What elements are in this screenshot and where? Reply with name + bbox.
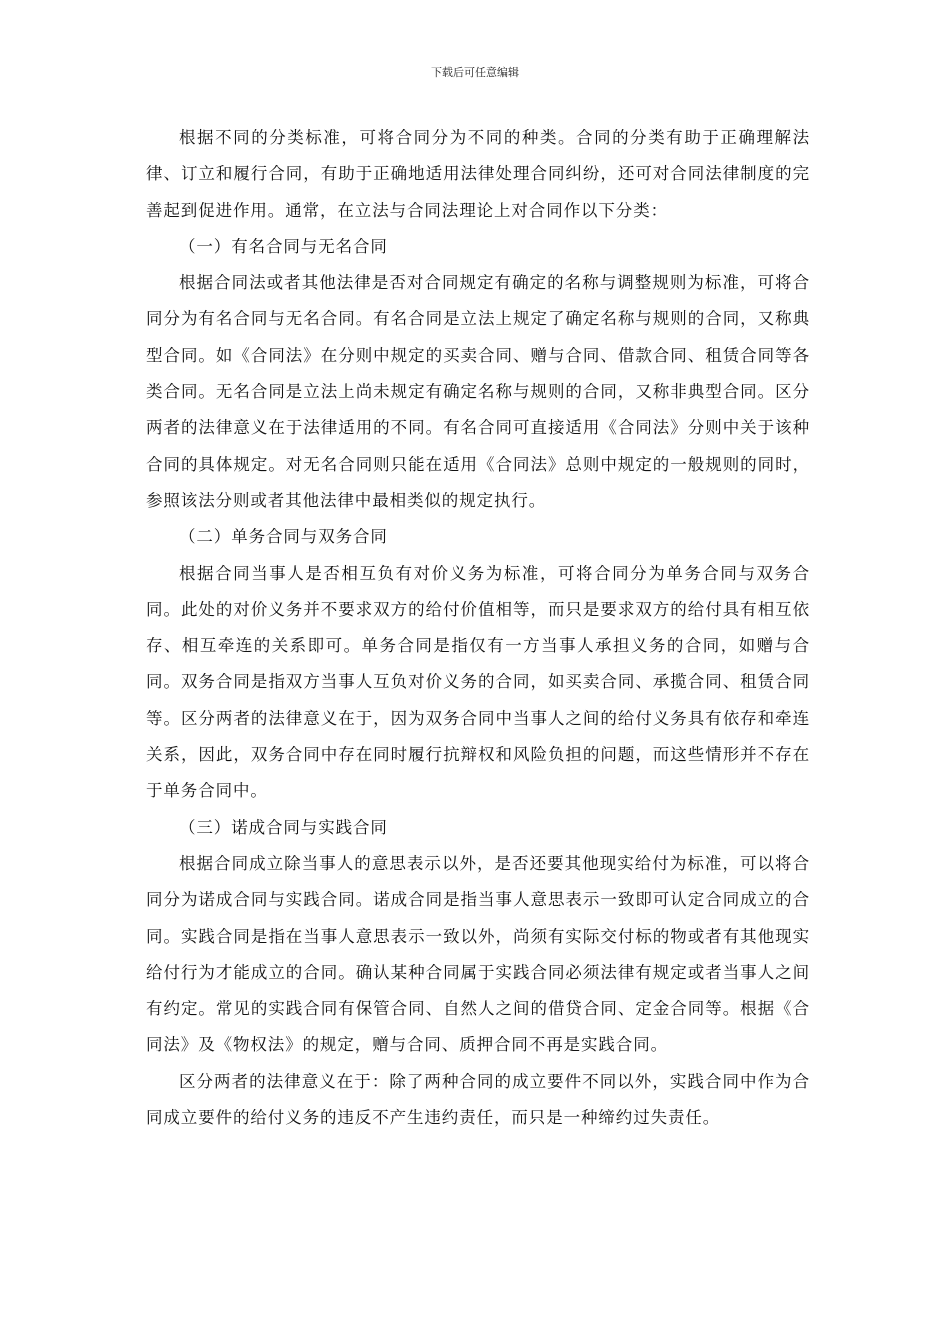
section-paragraph-consensual-real: 根据合同成立除当事人的意思表示以外，是否还要其他现实给付为标准，可以将合同分为诺成合同与实践合同。诺成合同是指当事人意思表示一致即可认定合同成立的合同。实践合同是指在当事人意思表示一致以外，尚须有实际交付标的物或者有其他现实给付行为才能成立的合同。确认某种合同属于实践合同必须法律有规定或者当事人之间有约定。常见的实践合同有保管合同、自然人之间的借贷合同、定金合同等。根据《合同法》及《物权法》的规定，赠与合同、质押合同不再是实践合同。 (146, 853, 810, 1055)
section-paragraph-unilateral-bilateral: 根据合同当事人是否相互负有对价义务为标准，可将合同分为单务合同与双务合同。此处的对价义务并不要求双方的给付价值相等，而只是要求双方的给付具有相互依存、相互牵连的关系即可。单务合同是指仅有一方当事人承担义务的合同，如赠与合同。双务合同是指双方当事人互负对价义务的合同，如买卖合同、承揽合同、租赁合同等。区分两者的法律意义在于，因为双务合同中当事人之间的给付义务具有依存和牵连关系，因此，双务合同中存在同时履行抗辩权和风险负担的问题，而这些情形并不存在于单务合同中。 (146, 563, 810, 801)
section-heading-named-contracts: （一）有名合同与无名合同 (179, 236, 388, 256)
document-body (146, 120, 810, 1136)
page-header-note: 下载后可任意编辑 (431, 66, 519, 79)
section-heading-consensual-real: （三）诺成合同与实践合同 (179, 817, 388, 837)
section-paragraph-named-contracts: 根据合同法或者其他法律是否对合同规定有确定的名称与调整规则为标准，可将合同分为有名合同与无名合同。有名合同是立法上规定了确定名称与规则的合同，又称典型合同。如《合同法》在分则中规定的买卖合同、赠与合同、借款合同、租赁合同等各类合同。无名合同是立法上尚未规定有确定名称与规则的合同，又称非典型合同。区分两者的法律意义在于法律适用的不同。有名合同可直接适用《合同法》分则中关于该种合同的具体规定。对无名合同则只能在适用《合同法》总则中规定的一般规则的同时，参照该法分则或者其他法律中最相类似的规定执行。 (146, 273, 810, 510)
intro-paragraph: 根据不同的分类标准，可将合同分为不同的种类。合同的分类有助于正确理解法律、订立和履行合同，有助于正确地适用法律处理合同纠纷，还可对合同法律制度的完善起到促进作用。通常，在立法与合同法理论上对合同作以下分类： (146, 128, 810, 220)
section-paragraph-legal-significance: 区分两者的法律意义在于：除了两种合同的成立要件不同以外，实践合同中作为合同成立要件的给付义务的违反不产生违约责任，而只是一种缔约过失责任。 (146, 1071, 810, 1128)
section-heading-unilateral-bilateral: （二）单务合同与双务合同 (179, 527, 388, 547)
